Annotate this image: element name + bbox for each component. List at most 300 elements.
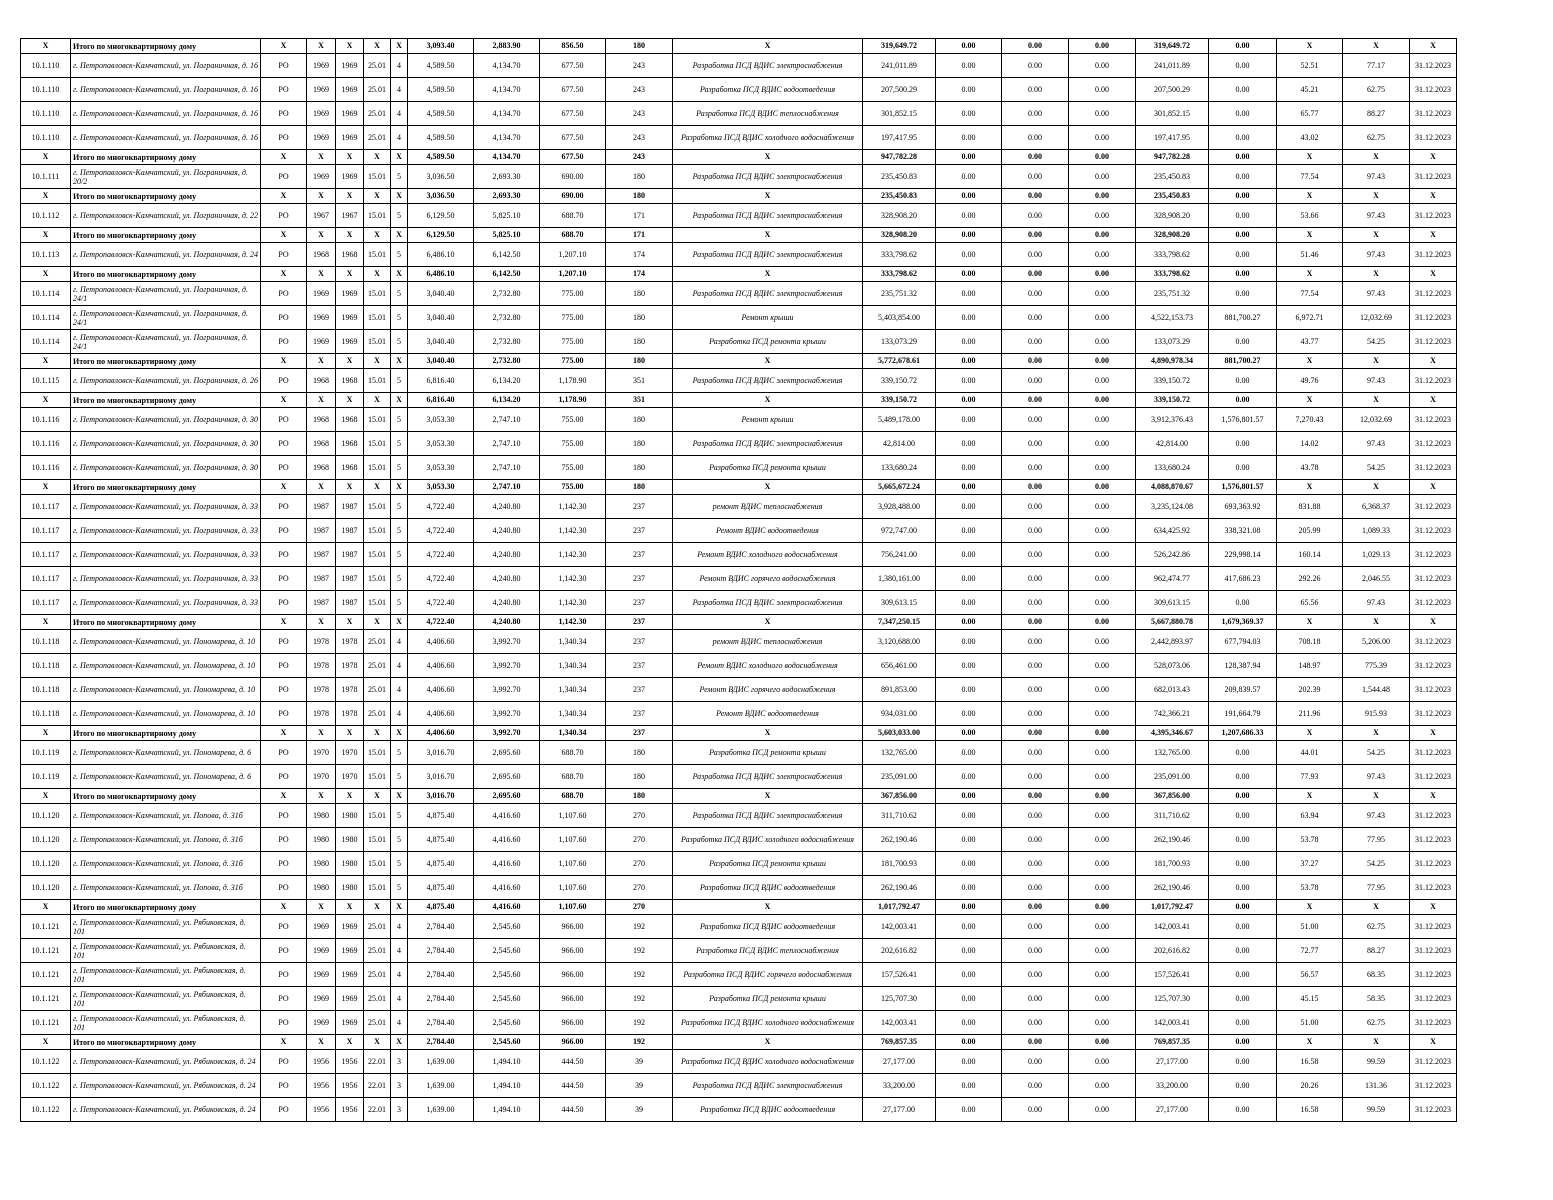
fund-municipal-cell: 0.00 xyxy=(1069,765,1136,789)
wall-material-cell: X xyxy=(364,267,391,282)
total-cost-cell: 181,700.93 xyxy=(863,852,936,876)
residents-count-cell: 192 xyxy=(606,915,673,939)
fund-regional-cell: 0.00 xyxy=(1002,789,1069,804)
limit-cost-cell: X xyxy=(1343,480,1410,495)
ownership-method-cell: РО xyxy=(261,330,307,354)
fund-regional-cell: 0.00 xyxy=(1002,567,1069,591)
table-row xyxy=(21,741,1457,765)
work-type-cell: Разработка ПСД ВДИС электроснабжения xyxy=(673,432,863,456)
address-cell: Итого по многоквартирному дому xyxy=(71,189,261,204)
fund-other-cell: 0.00 xyxy=(1209,78,1277,102)
ownership-method-cell: РО xyxy=(261,1074,307,1098)
residential-area-cell: 690.00 xyxy=(540,189,606,204)
residents-count-cell: 39 xyxy=(606,1050,673,1074)
completion-date-cell: 31.12.2023 xyxy=(1410,765,1457,789)
row-number-cell: X xyxy=(21,267,71,282)
year-commissioning-cell: X xyxy=(336,267,364,282)
fund-municipal-cell: 0.00 xyxy=(1069,630,1136,654)
wall-material-cell: 25.01 xyxy=(364,939,391,963)
wall-material-cell: 25.01 xyxy=(364,678,391,702)
floors-cell: 5 xyxy=(391,567,408,591)
row-number-cell: X xyxy=(21,39,71,54)
fund-owners-cell: 27,177.00 xyxy=(1136,1098,1209,1122)
total-row xyxy=(21,150,1457,165)
address-cell: г. Петропавловск-Камчатский, ул. Пограничная, д. 16 xyxy=(71,126,261,150)
limit-cost-cell: 915.93 xyxy=(1343,702,1410,726)
residents-count-cell: 237 xyxy=(606,702,673,726)
residential-area-cell: 1,107.60 xyxy=(540,804,606,828)
fund-regional-cell: 0.00 xyxy=(1002,852,1069,876)
fund-owners-cell: 769,857.35 xyxy=(1136,1035,1209,1050)
fund-owners-cell: 4,088,870.67 xyxy=(1136,480,1209,495)
fund-other-cell: 0.00 xyxy=(1209,1050,1277,1074)
premises-area-cell: 4,240.80 xyxy=(474,495,540,519)
wall-material-cell: 15.01 xyxy=(364,432,391,456)
premises-area-cell: 3,992.70 xyxy=(474,654,540,678)
floors-cell: 5 xyxy=(391,495,408,519)
total-area-cell: 4,875.40 xyxy=(408,804,474,828)
total-area-cell: 3,036.50 xyxy=(408,165,474,189)
fund-federal-cell: 0.00 xyxy=(936,741,1002,765)
floors-cell: 4 xyxy=(391,102,408,126)
fund-regional-cell: 0.00 xyxy=(1002,726,1069,741)
floors-cell: X xyxy=(391,228,408,243)
total-row xyxy=(21,900,1457,915)
residential-area-cell: 1,340.34 xyxy=(540,726,606,741)
fund-other-cell: 0.00 xyxy=(1209,876,1277,900)
floors-cell: X xyxy=(391,789,408,804)
row-number-cell: 10.1.110 xyxy=(21,102,71,126)
floors-cell: 5 xyxy=(391,828,408,852)
floors-cell: 5 xyxy=(391,204,408,228)
residential-area-cell: 755.00 xyxy=(540,408,606,432)
table-row xyxy=(21,852,1457,876)
address-cell: г. Петропавловск-Камчатский, ул. Пономарева, д. 10 xyxy=(71,654,261,678)
fund-other-cell: 0.00 xyxy=(1209,741,1277,765)
address-cell: г. Петропавловск-Камчатский, ул. Рябиковская, д. 101 xyxy=(71,915,261,939)
year-commissioning-cell: 1956 xyxy=(336,1050,364,1074)
completion-date-cell: 31.12.2023 xyxy=(1410,126,1457,150)
residents-count-cell: 237 xyxy=(606,591,673,615)
fund-owners-cell: 157,526.41 xyxy=(1136,963,1209,987)
floors-cell: X xyxy=(391,267,408,282)
residents-count-cell: 351 xyxy=(606,393,673,408)
year-built-cell: 1978 xyxy=(307,702,336,726)
fund-owners-cell: 125,707.30 xyxy=(1136,987,1209,1011)
fund-federal-cell: 0.00 xyxy=(936,654,1002,678)
limit-cost-cell: X xyxy=(1343,900,1410,915)
residents-count-cell: 237 xyxy=(606,567,673,591)
address-cell: г. Петропавловск-Камчатский, ул. Пограничная, д. 16 xyxy=(71,102,261,126)
residents-count-cell: 174 xyxy=(606,267,673,282)
ownership-method-cell: РО xyxy=(261,741,307,765)
work-type-cell: X xyxy=(673,228,863,243)
fund-other-cell: 191,664.79 xyxy=(1209,702,1277,726)
fund-regional-cell: 0.00 xyxy=(1002,150,1069,165)
residential-area-cell: 444.50 xyxy=(540,1050,606,1074)
residential-area-cell: 1,340.34 xyxy=(540,678,606,702)
ownership-method-cell: РО xyxy=(261,876,307,900)
total-cost-cell: 339,150.72 xyxy=(863,393,936,408)
work-type-cell: X xyxy=(673,393,863,408)
residential-area-cell: 688.70 xyxy=(540,228,606,243)
wall-material-cell: 22.01 xyxy=(364,1098,391,1122)
completion-date-cell: 31.12.2023 xyxy=(1410,987,1457,1011)
fund-federal-cell: 0.00 xyxy=(936,282,1002,306)
fund-owners-cell: 133,073.29 xyxy=(1136,330,1209,354)
wall-material-cell: 22.01 xyxy=(364,1074,391,1098)
year-built-cell: 1969 xyxy=(307,78,336,102)
floors-cell: X xyxy=(391,393,408,408)
wall-material-cell: 15.01 xyxy=(364,165,391,189)
residents-count-cell: 180 xyxy=(606,330,673,354)
floors-cell: 4 xyxy=(391,654,408,678)
residential-area-cell: 677.50 xyxy=(540,54,606,78)
total-cost-cell: 133,680.24 xyxy=(863,456,936,480)
limit-cost-cell: X xyxy=(1343,189,1410,204)
year-commissioning-cell: X xyxy=(336,615,364,630)
limit-cost-cell: X xyxy=(1343,1035,1410,1050)
fund-municipal-cell: 0.00 xyxy=(1069,354,1136,369)
fund-other-cell: 0.00 xyxy=(1209,330,1277,354)
floors-cell: 5 xyxy=(391,804,408,828)
year-built-cell: X xyxy=(307,900,336,915)
year-commissioning-cell: 1969 xyxy=(336,78,364,102)
row-number-cell: X xyxy=(21,1035,71,1050)
row-number-cell: X xyxy=(21,189,71,204)
address-cell: Итого по многоквартирному дому xyxy=(71,1035,261,1050)
residential-area-cell: 677.50 xyxy=(540,102,606,126)
residential-area-cell: 688.70 xyxy=(540,765,606,789)
completion-date-cell: 31.12.2023 xyxy=(1410,432,1457,456)
residents-count-cell: 180 xyxy=(606,282,673,306)
residential-area-cell: 1,178.90 xyxy=(540,393,606,408)
fund-regional-cell: 0.00 xyxy=(1002,393,1069,408)
residential-area-cell: 677.50 xyxy=(540,150,606,165)
specific-cost-cell: X xyxy=(1277,393,1343,408)
limit-cost-cell: 88.27 xyxy=(1343,939,1410,963)
wall-material-cell: X xyxy=(364,354,391,369)
total-cost-cell: 202,616.82 xyxy=(863,939,936,963)
floors-cell: 4 xyxy=(391,126,408,150)
limit-cost-cell: 1,544.48 xyxy=(1343,678,1410,702)
completion-date-cell: 31.12.2023 xyxy=(1410,408,1457,432)
work-type-cell: X xyxy=(673,1035,863,1050)
address-cell: г. Петропавловск-Камчатский, ул. Пограничная, д. 33 xyxy=(71,591,261,615)
fund-federal-cell: 0.00 xyxy=(936,432,1002,456)
total-cost-cell: 769,857.35 xyxy=(863,1035,936,1050)
row-number-cell: 10.1.110 xyxy=(21,54,71,78)
year-built-cell: X xyxy=(307,393,336,408)
total-area-cell: 4,875.40 xyxy=(408,852,474,876)
fund-regional-cell: 0.00 xyxy=(1002,1098,1069,1122)
year-built-cell: X xyxy=(307,150,336,165)
specific-cost-cell: X xyxy=(1277,189,1343,204)
total-cost-cell: 947,782.28 xyxy=(863,150,936,165)
fund-municipal-cell: 0.00 xyxy=(1069,1035,1136,1050)
fund-federal-cell: 0.00 xyxy=(936,393,1002,408)
limit-cost-cell: 97.43 xyxy=(1343,282,1410,306)
limit-cost-cell: 12,032.69 xyxy=(1343,408,1410,432)
premises-area-cell: 2,545.60 xyxy=(474,963,540,987)
year-commissioning-cell: 1968 xyxy=(336,243,364,267)
completion-date-cell: 31.12.2023 xyxy=(1410,876,1457,900)
total-cost-cell: 328,908.20 xyxy=(863,204,936,228)
table-row xyxy=(21,102,1457,126)
ownership-method-cell: РО xyxy=(261,78,307,102)
fund-federal-cell: 0.00 xyxy=(936,915,1002,939)
year-built-cell: 1980 xyxy=(307,876,336,900)
residents-count-cell: 237 xyxy=(606,654,673,678)
work-type-cell: Ремонт крыши xyxy=(673,306,863,330)
floors-cell: X xyxy=(391,354,408,369)
year-built-cell: X xyxy=(307,189,336,204)
fund-regional-cell: 0.00 xyxy=(1002,543,1069,567)
completion-date-cell: X xyxy=(1410,189,1457,204)
fund-other-cell: 0.00 xyxy=(1209,789,1277,804)
completion-date-cell: 31.12.2023 xyxy=(1410,654,1457,678)
premises-area-cell: 2,695.60 xyxy=(474,741,540,765)
floors-cell: 5 xyxy=(391,543,408,567)
wall-material-cell: X xyxy=(364,1035,391,1050)
year-built-cell: 1980 xyxy=(307,804,336,828)
completion-date-cell: 31.12.2023 xyxy=(1410,828,1457,852)
fund-municipal-cell: 0.00 xyxy=(1069,963,1136,987)
year-commissioning-cell: X xyxy=(336,39,364,54)
table-row xyxy=(21,54,1457,78)
specific-cost-cell: 160.14 xyxy=(1277,543,1343,567)
ownership-method-cell: РО xyxy=(261,987,307,1011)
year-commissioning-cell: 1969 xyxy=(336,963,364,987)
completion-date-cell: 31.12.2023 xyxy=(1410,306,1457,330)
residential-area-cell: 1,207.10 xyxy=(540,267,606,282)
residential-area-cell: 1,142.30 xyxy=(540,567,606,591)
limit-cost-cell: 131.36 xyxy=(1343,1074,1410,1098)
fund-owners-cell: 319,649.72 xyxy=(1136,39,1209,54)
floors-cell: 5 xyxy=(391,330,408,354)
total-area-cell: 4,406.60 xyxy=(408,654,474,678)
premises-area-cell: 3,992.70 xyxy=(474,678,540,702)
year-commissioning-cell: 1969 xyxy=(336,126,364,150)
row-number-cell: 10.1.115 xyxy=(21,369,71,393)
row-number-cell: 10.1.121 xyxy=(21,915,71,939)
year-built-cell: X xyxy=(307,615,336,630)
residential-area-cell: 688.70 xyxy=(540,741,606,765)
residential-area-cell: 1,107.60 xyxy=(540,852,606,876)
total-cost-cell: 235,450.83 xyxy=(863,165,936,189)
residents-count-cell: 351 xyxy=(606,369,673,393)
premises-area-cell: 2,747.10 xyxy=(474,456,540,480)
row-number-cell: 10.1.117 xyxy=(21,567,71,591)
completion-date-cell: X xyxy=(1410,1035,1457,1050)
year-built-cell: 1969 xyxy=(307,282,336,306)
completion-date-cell: X xyxy=(1410,900,1457,915)
completion-date-cell: 31.12.2023 xyxy=(1410,165,1457,189)
total-cost-cell: 142,003.41 xyxy=(863,915,936,939)
limit-cost-cell: X xyxy=(1343,267,1410,282)
total-area-cell: 4,722.40 xyxy=(408,543,474,567)
fund-regional-cell: 0.00 xyxy=(1002,1011,1069,1035)
year-built-cell: 1987 xyxy=(307,567,336,591)
total-area-cell: 3,053.30 xyxy=(408,480,474,495)
fund-federal-cell: 0.00 xyxy=(936,165,1002,189)
premises-area-cell: 1,494.10 xyxy=(474,1074,540,1098)
fund-regional-cell: 0.00 xyxy=(1002,828,1069,852)
work-type-cell: Разработка ПСД ремонта крыши xyxy=(673,456,863,480)
table-row xyxy=(21,1011,1457,1035)
total-area-cell: 4,875.40 xyxy=(408,876,474,900)
fund-municipal-cell: 0.00 xyxy=(1069,654,1136,678)
fund-federal-cell: 0.00 xyxy=(936,591,1002,615)
total-cost-cell: 262,190.46 xyxy=(863,876,936,900)
premises-area-cell: 2,693.30 xyxy=(474,165,540,189)
work-type-cell: Разработка ПСД ВДИС холодного водоснабжения xyxy=(673,1011,863,1035)
wall-material-cell: 15.01 xyxy=(364,828,391,852)
ownership-method-cell: X xyxy=(261,1035,307,1050)
limit-cost-cell: 58.35 xyxy=(1343,987,1410,1011)
year-built-cell: 1956 xyxy=(307,1050,336,1074)
fund-municipal-cell: 0.00 xyxy=(1069,78,1136,102)
address-cell: г. Петропавловск-Камчатский, ул. Пономарева, д. 10 xyxy=(71,702,261,726)
row-number-cell: 10.1.113 xyxy=(21,243,71,267)
fund-municipal-cell: 0.00 xyxy=(1069,369,1136,393)
row-number-cell: 10.1.112 xyxy=(21,204,71,228)
work-type-cell: X xyxy=(673,480,863,495)
fund-municipal-cell: 0.00 xyxy=(1069,876,1136,900)
fund-municipal-cell: 0.00 xyxy=(1069,804,1136,828)
ownership-method-cell: РО xyxy=(261,126,307,150)
fund-municipal-cell: 0.00 xyxy=(1069,393,1136,408)
premises-area-cell: 1,494.10 xyxy=(474,1098,540,1122)
fund-owners-cell: 235,091.00 xyxy=(1136,765,1209,789)
specific-cost-cell: 43.77 xyxy=(1277,330,1343,354)
year-built-cell: 1956 xyxy=(307,1074,336,1098)
address-cell: Итого по многоквартирному дому xyxy=(71,900,261,915)
premises-area-cell: 2,693.30 xyxy=(474,189,540,204)
work-type-cell: Разработка ПСД ремонта крыши xyxy=(673,987,863,1011)
year-commissioning-cell: 1987 xyxy=(336,495,364,519)
total-area-cell: 1,639.00 xyxy=(408,1098,474,1122)
row-number-cell: 10.1.114 xyxy=(21,282,71,306)
total-cost-cell: 891,853.00 xyxy=(863,678,936,702)
specific-cost-cell: 202.39 xyxy=(1277,678,1343,702)
year-commissioning-cell: 1987 xyxy=(336,591,364,615)
fund-municipal-cell: 0.00 xyxy=(1069,828,1136,852)
specific-cost-cell: 53.78 xyxy=(1277,828,1343,852)
fund-owners-cell: 262,190.46 xyxy=(1136,876,1209,900)
year-built-cell: 1968 xyxy=(307,369,336,393)
fund-owners-cell: 5,667,880.78 xyxy=(1136,615,1209,630)
premises-area-cell: 6,142.50 xyxy=(474,243,540,267)
wall-material-cell: 15.01 xyxy=(364,804,391,828)
year-built-cell: 1969 xyxy=(307,963,336,987)
specific-cost-cell: X xyxy=(1277,789,1343,804)
specific-cost-cell: 205.99 xyxy=(1277,519,1343,543)
fund-municipal-cell: 0.00 xyxy=(1069,330,1136,354)
year-commissioning-cell: 1968 xyxy=(336,432,364,456)
fund-other-cell: 417,686.23 xyxy=(1209,567,1277,591)
fund-federal-cell: 0.00 xyxy=(936,726,1002,741)
work-type-cell: X xyxy=(673,354,863,369)
address-cell: Итого по многоквартирному дому xyxy=(71,789,261,804)
row-number-cell: 10.1.120 xyxy=(21,828,71,852)
work-type-cell: ремонт ВДИС теплоснабжения xyxy=(673,630,863,654)
fund-regional-cell: 0.00 xyxy=(1002,267,1069,282)
work-type-cell: Разработка ПСД ВДИС электроснабжения xyxy=(673,765,863,789)
total-area-cell: 3,093.40 xyxy=(408,39,474,54)
total-area-cell: 6,486.10 xyxy=(408,243,474,267)
residential-area-cell: 688.70 xyxy=(540,789,606,804)
year-commissioning-cell: X xyxy=(336,1035,364,1050)
work-type-cell: Разработка ПСД ВДИС электроснабжения xyxy=(673,165,863,189)
limit-cost-cell: 97.43 xyxy=(1343,165,1410,189)
total-cost-cell: 333,798.62 xyxy=(863,243,936,267)
fund-municipal-cell: 0.00 xyxy=(1069,408,1136,432)
limit-cost-cell: 68.35 xyxy=(1343,963,1410,987)
completion-date-cell: 31.12.2023 xyxy=(1410,54,1457,78)
total-area-cell: 2,784.40 xyxy=(408,1011,474,1035)
year-built-cell: 1969 xyxy=(307,306,336,330)
premises-area-cell: 4,416.60 xyxy=(474,828,540,852)
fund-owners-cell: 4,890,978.34 xyxy=(1136,354,1209,369)
specific-cost-cell: 148.97 xyxy=(1277,654,1343,678)
row-number-cell: X xyxy=(21,393,71,408)
specific-cost-cell: X xyxy=(1277,228,1343,243)
fund-owners-cell: 241,011.89 xyxy=(1136,54,1209,78)
wall-material-cell: 15.01 xyxy=(364,330,391,354)
year-commissioning-cell: 1980 xyxy=(336,876,364,900)
total-area-cell: 1,639.00 xyxy=(408,1074,474,1098)
residents-count-cell: 39 xyxy=(606,1098,673,1122)
table-row xyxy=(21,306,1457,330)
total-row xyxy=(21,354,1457,369)
table-row xyxy=(21,939,1457,963)
specific-cost-cell: 53.66 xyxy=(1277,204,1343,228)
address-cell: г. Петропавловск-Камчатский, ул. Рябиковская, д. 24 xyxy=(71,1074,261,1098)
completion-date-cell: X xyxy=(1410,228,1457,243)
fund-federal-cell: 0.00 xyxy=(936,150,1002,165)
specific-cost-cell: X xyxy=(1277,615,1343,630)
work-type-cell: Разработка ПСД ВДИС горячего водоснабжения xyxy=(673,963,863,987)
fund-municipal-cell: 0.00 xyxy=(1069,789,1136,804)
table-row xyxy=(21,543,1457,567)
total-area-cell: 4,722.40 xyxy=(408,615,474,630)
wall-material-cell: X xyxy=(364,480,391,495)
residents-count-cell: 180 xyxy=(606,165,673,189)
work-type-cell: Разработка ПСД ВДИС холодного водоснабжения xyxy=(673,126,863,150)
total-row xyxy=(21,726,1457,741)
fund-other-cell: 0.00 xyxy=(1209,204,1277,228)
residential-area-cell: 966.00 xyxy=(540,939,606,963)
address-cell: г. Петропавловск-Камчатский, ул. Пограничная, д. 30 xyxy=(71,456,261,480)
fund-other-cell: 0.00 xyxy=(1209,804,1277,828)
specific-cost-cell: 53.78 xyxy=(1277,876,1343,900)
total-area-cell: 6,816.40 xyxy=(408,393,474,408)
ownership-method-cell: X xyxy=(261,39,307,54)
premises-area-cell: 4,134.70 xyxy=(474,54,540,78)
year-commissioning-cell: X xyxy=(336,150,364,165)
wall-material-cell: 15.01 xyxy=(364,876,391,900)
total-row xyxy=(21,1035,1457,1050)
total-area-cell: 4,406.60 xyxy=(408,702,474,726)
fund-owners-cell: 3,912,376.43 xyxy=(1136,408,1209,432)
residential-area-cell: 1,340.34 xyxy=(540,630,606,654)
fund-regional-cell: 0.00 xyxy=(1002,126,1069,150)
year-built-cell: 1969 xyxy=(307,54,336,78)
year-built-cell: 1968 xyxy=(307,456,336,480)
fund-regional-cell: 0.00 xyxy=(1002,615,1069,630)
total-cost-cell: 132,765.00 xyxy=(863,741,936,765)
